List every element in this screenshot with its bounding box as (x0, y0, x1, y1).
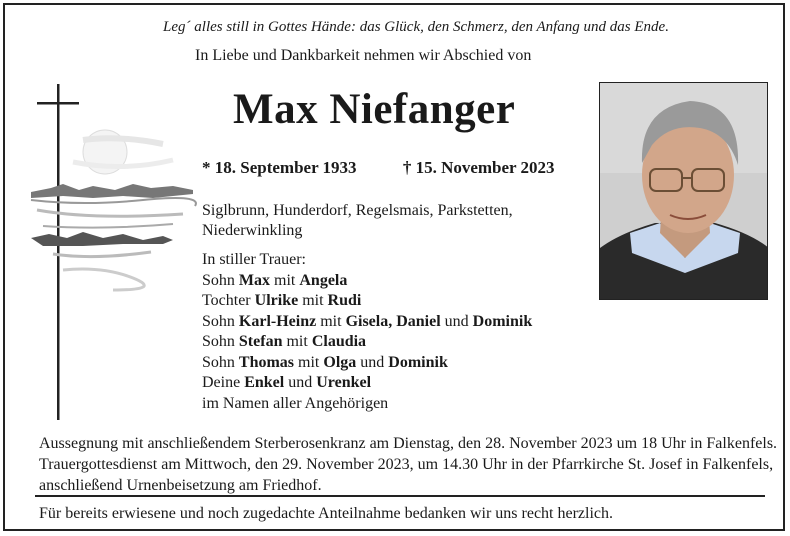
mourner-name: Max (238, 271, 271, 289)
mourner-line (202, 353, 532, 374)
mourner-text: Deine (202, 374, 245, 391)
mourner-text: mit (316, 312, 346, 330)
mourner-text: und (284, 374, 317, 391)
mourner-line (202, 394, 532, 415)
mourner-name: Gisela, Daniel (345, 312, 441, 330)
mourners-block (202, 250, 532, 414)
portrait-photo (599, 82, 768, 300)
hills-icon (31, 184, 193, 198)
places: Siglbrunn, Hunderdorf, Regelsmais, Parkstetten, Niederwinkling (202, 202, 513, 239)
mourner-text: Sohn (202, 353, 239, 371)
mourner-text: Sohn (202, 271, 239, 289)
mourner-text: Tochter (202, 292, 255, 309)
death-date: † 15. November 2023 (402, 158, 555, 177)
mourner-name: Thomas (238, 353, 295, 371)
mourner-name: Urenkel (316, 374, 372, 391)
mourner-text: mit (282, 333, 312, 350)
mourner-text: im Namen aller Angehörigen (202, 394, 389, 412)
obituary-card (3, 3, 785, 531)
mourner-name: Karl-Heinz (238, 312, 317, 330)
cross-landscape-illustration (23, 80, 198, 420)
mourner-name: Ulrike (254, 292, 299, 309)
mourner-name: Claudia (311, 333, 367, 350)
mourner-name: Olga (323, 353, 357, 371)
mourner-name: Dominik (472, 312, 533, 330)
mourner-line (202, 332, 532, 353)
mourner-text: mit (270, 271, 300, 289)
mourner-name: Rudi (327, 292, 362, 309)
mourner-list (202, 271, 532, 415)
mourner-line (202, 312, 532, 333)
mourner-text: und (356, 353, 389, 371)
intro-line: In Liebe und Dankbarkeit nehmen wir Abschied von (195, 47, 532, 64)
mourning-title: In stiller Trauer: (202, 251, 306, 268)
mourner-text: mit (294, 353, 324, 371)
birth-date: * 18. September 1933 (202, 158, 357, 177)
thanks-line: Für bereits erwiesene und noch zugedachte Anteilnahme bedanken wir uns recht herzlich. (39, 505, 614, 522)
mourner-name: Enkel (244, 374, 285, 391)
life-dates (202, 158, 555, 178)
motto: Leg´ alles still in Gottes Hände: das Glück, den Schmerz, den Anfang und das Ende. (163, 19, 669, 35)
mourner-text: Sohn (202, 312, 239, 330)
mourner-line (202, 291, 532, 312)
divider (35, 495, 765, 497)
mourner-line (202, 373, 532, 394)
mourner-text: mit (298, 292, 328, 309)
mourner-name: Stefan (238, 333, 283, 350)
mourner-line (202, 271, 532, 292)
mourner-text: und (440, 312, 473, 330)
service-details: Aussegnung mit anschließendem Sterberosenkranz am Dienstag, den 28. November 2023 um 18 Uhr in Falkenfels. Trauergottesdienst am Mittwoch, den 29. November 2023, um 14.30 Uhr in der Pfarrkirche St. Josef in Falkenfels, anschließend Urnenbeisetzung am Friedhof. (39, 435, 778, 494)
deceased-name: Max Niefanger (233, 86, 516, 133)
mourner-name: Angela (299, 271, 348, 289)
mourner-name: Dominik (388, 353, 448, 371)
cross-icon (57, 84, 60, 420)
mourner-text: Sohn (202, 333, 239, 350)
